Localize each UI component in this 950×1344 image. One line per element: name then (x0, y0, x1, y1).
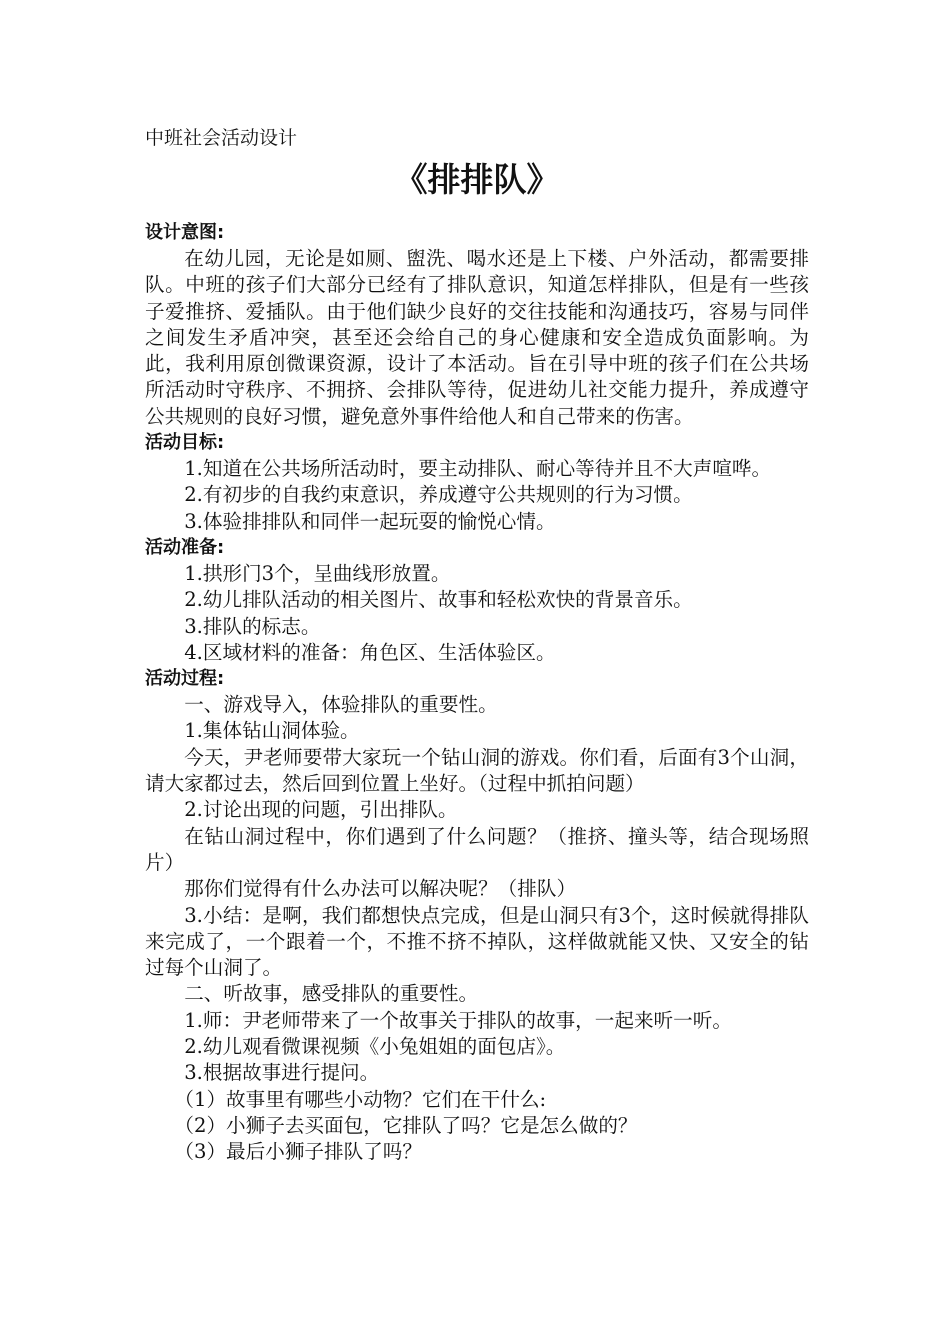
paragraph: 在钻山洞过程中，你们遇到了什么问题？（推挤、撞头等，结合现场照片） (145, 824, 809, 874)
paragraph: 一、游戏导入，体验排队的重要性。 (184, 693, 498, 717)
section-activity-goals (145, 430, 809, 535)
paragraph: 3.根据故事进行提问。 (184, 1061, 380, 1085)
paragraph: 2.讨论出现的问题，引出排队。 (184, 798, 458, 822)
paragraph: 今天，尹老师要带大家玩一个钻山洞的游戏。你们看，后面有3个山洞，请大家都过去，然后回到位置上坐好。（过程中抓拍问题） (145, 745, 809, 796)
section-activity-process (145, 666, 809, 1165)
document-subtitle: 中班社会活动设计 (145, 127, 298, 149)
document-title: 《排排队》 (394, 160, 560, 199)
paragraph: 在幼儿园，无论是如厕、盥洗、喝水还是上下楼、户外活动，都需要排队。中班的孩子们大部分已经有了排队意识，知道怎样排队，但是有一些孩子爱推挤、爱插队。由于他们缺少良好的交往技能和沟通技巧，容易与同伴之间发生矛盾冲突，甚至还会给自己的身心健康和安全造成负面影响。为此，我利用原创微课资源，设计了本活动。旨在引导中班的孩子们在公共场所活动时守秩序、不拥挤、会排队等待，促进幼儿社交能力提升，养成遵守公共规则的良好习惯，避免意外事件给他人和自己带来的伤害。 (145, 247, 809, 428)
question-item: （2）小狮子去买面包，它排队了吗？它是怎么做的？ (174, 1113, 638, 1137)
section-heading: 活动目标: (145, 432, 225, 454)
section-activity-preparation (145, 535, 809, 666)
paragraph: 1.师：尹老师带来了一个故事关于排队的故事，一起来听一听。 (184, 1008, 732, 1032)
section-heading: 活动过程: (145, 668, 225, 690)
document-body (145, 124, 809, 1166)
paragraph: 那你们觉得有什么办法可以解决呢？（排队） (184, 877, 577, 901)
paragraph: 二、听故事，感受排队的重要性。 (184, 982, 479, 1006)
paragraph: 3.小结：是啊，我们都想快点完成，但是山洞只有3个，这时候就得排队来完成了，一个跟着一个，不推不挤不掉队，这样做就能又快、又安全的钻过每个山洞了。 (145, 903, 809, 980)
paragraph: 2.有初步的自我约束意识，养成遵守公共规则的行为习惯。 (184, 483, 693, 507)
paragraph: 1.集体钻山洞体验。 (184, 719, 360, 743)
paragraph: 3.体验排排队和同伴一起玩耍的愉悦心情。 (184, 509, 556, 533)
paragraph: 2.幼儿排队活动的相关图片、故事和轻松欢快的背景音乐。 (184, 588, 693, 612)
section-design-intent (145, 220, 809, 430)
question-item: （3）最后小狮子排队了吗？ (174, 1140, 422, 1164)
paragraph: 1.知道在公共场所活动时，要主动排队、耐心等待并且不大声喧哗。 (184, 457, 772, 481)
section-heading: 活动准备: (145, 536, 225, 558)
paragraph: 3.排队的标志。 (184, 614, 321, 638)
paragraph: 2.幼儿观看微课视频《小兔姐姐的面包店》。 (184, 1035, 566, 1059)
section-heading: 设计意图: (145, 222, 225, 243)
question-item: （1）故事里有哪些小动物？它们在干什么: (174, 1087, 547, 1111)
paragraph: 4.区域材料的准备：角色区、生活体验区。 (184, 640, 556, 664)
paragraph: 1.拱形门3个，呈曲线形放置。 (184, 561, 451, 585)
